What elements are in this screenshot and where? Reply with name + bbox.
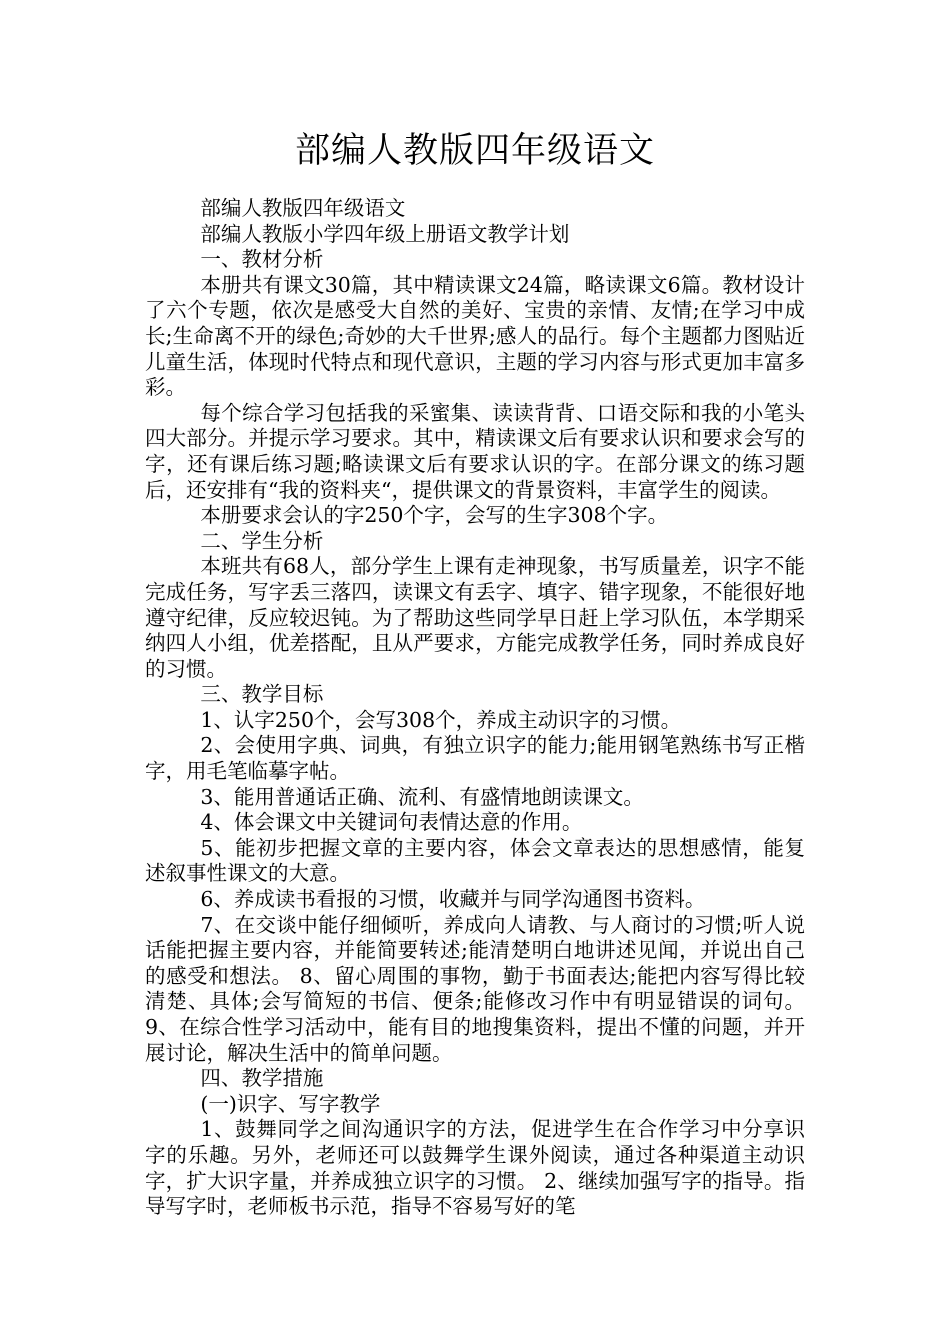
subsection-heading: (一)识字、写字教学 <box>200 1091 381 1116</box>
paragraph: 部编人教版小学四年级上册语文教学计划 <box>200 221 570 246</box>
section-heading: 一、教材分析 <box>200 247 324 272</box>
list-item: 7、在交谈中能仔细倾听，养成向人请教、与人商讨的习惯;听人说话能把握主要内容，并能简要转述;能清楚明白地讲述见闻，并说出自己的感受和想法。 8、留心周围的事物，勤于书面表达;能把内容写得比较清楚、具体;会写简短的书信、便条;能修改习作中有明显错误的词句。 9、在综合性学习活动中，能有目的地搜集资料，提出不懂的问题，并开展讨论，解决生活中的简单问题。 <box>145 912 805 1065</box>
list-item: 6、养成读书看报的习惯，收藏并与同学沟通图书资料。 <box>200 887 706 912</box>
document-body <box>145 196 805 1220</box>
paragraph: 1、鼓舞同学之间沟通识字的方法，促进学生在合作学习中分享识字的乐趣。另外，老师还可以鼓舞学生课外阅读，通过各种渠道主动识字，扩大识字量，并养成独立识字的习惯。 2、继续加强写字的指导。指导写字时，老师板书示范，指导不容易写好的笔 <box>145 1117 805 1219</box>
paragraph: 本班共有68人，部分学生上课有走神现象，书写质量差，识字不能完成任务，写字丢三落四，读课文有丢字、填字、错字现象，不能很好地遵守纪律，反应较迟钝。为了帮助这些同学早日赶上学习队伍，本学期采纳四人小组，优差搭配，且从严要求，方能完成教学任务，同时养成良好的习惯。 <box>145 554 805 681</box>
list-item: 4、体会课文中关键词句表情达意的作用。 <box>200 810 583 835</box>
paragraph: 部编人教版四年级语文 <box>200 196 406 220</box>
section-heading: 三、教学目标 <box>200 682 324 707</box>
section-heading: 二、学生分析 <box>200 528 324 553</box>
paragraph: 每个综合学习包括我的采蜜集、读读背背、口语交际和我的小笔头四大部分。并提示学习要求。其中，精读课文后有要求认识和要求会写的字，还有课后练习题;略读课文后有要求认识的字。在部分课文的练习题后，还安排有“我的资料夹“，提供课文的背景资料，丰富学生的阅读。 <box>145 400 805 502</box>
list-item: 5、能初步把握文章的主要内容，体会文章表达的思想感情，能复述叙事性课文的大意。 <box>145 835 805 886</box>
document-title: 部编人教版四年级语文 <box>294 131 655 171</box>
list-item: 3、能用普通话正确、流利、有盛情地朗读课文。 <box>200 784 644 809</box>
paragraph: 本册共有课文30篇，其中精读课文24篇，略读课文6篇。教材设计了六个专题，依次是感受大自然的美好、宝贵的亲情、友情;在学习中成长;生命离不开的绿色;奇妙的大千世界;感人的品行。每个主题都力图贴近儿童生活，体现时代特点和现代意识，主题的学习内容与形式更加丰富多彩。 <box>145 272 805 400</box>
list-item: 1、认字250个，会写308个，养成主动识字的习惯。 <box>200 707 682 732</box>
list-item: 2、会使用字典、词典，有独立识字的能力;能用钢笔熟练书写正楷字，用毛笔临摹字帖。 <box>145 733 805 784</box>
section-heading: 四、教学措施 <box>200 1066 324 1091</box>
paragraph: 本册要求会认的字250个字，会写的生字308个字。 <box>200 503 669 528</box>
